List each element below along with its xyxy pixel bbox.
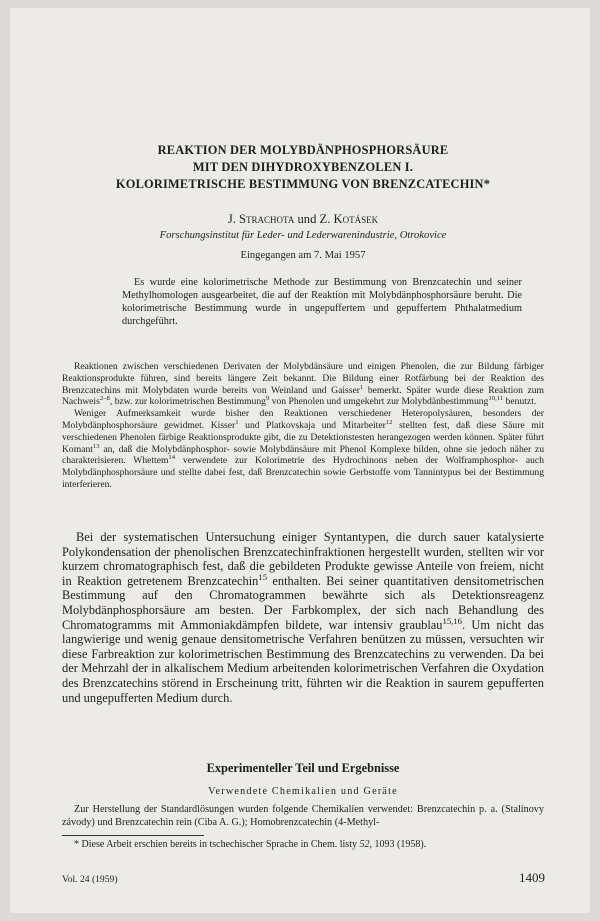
received-date: Eingegangen am 7. Mai 1957 — [240, 250, 366, 261]
reference-mark: 10,11 — [488, 395, 504, 403]
author-2-initial: Z. — [319, 212, 334, 226]
intro-paragraph-1: Reaktionen zwischen verschiedenen Derivaten der Molybdänsäure und einigen Phenolen, die zur Bildung färbiger Reaktionsprodukte führen, sind bereits längere Zeit bekannt. Die Bildung einer Rotfärbung bei der Reaktion des Brenzcatechins mit Molybdaten wurde bereits von Weinland und Gaisser$^1$ bemerkt. Später wurde diese Reaktion zum Nachweis$^{2-8}$, bzw. zur kolorimetrischen Bestimmung$^9$ von Phenolen und umgekehrt zur Molybdänbestimmung$^{10,11}$ benutzt. — [62, 361, 544, 408]
title-line-1: REAKTION DER MOLYBDÄNPHOSPHORSÄURE — [157, 143, 449, 157]
authors — [62, 212, 544, 227]
title-line-3: KOLORIMETRISCHE BESTIMMUNG VON BRENZCATECHIN* — [115, 177, 491, 191]
reference-mark: 9 — [265, 395, 270, 403]
footnote-volume: 52 — [359, 839, 370, 850]
footnote-divider — [62, 835, 204, 836]
affiliation: Forschungsinstitut für Leder- und Lederwarenindustrie, Otrokovice — [159, 230, 447, 241]
reference-mark: 15 — [258, 571, 268, 582]
reference-mark: 15,16 — [442, 615, 462, 626]
reference-mark: 13 — [92, 442, 100, 450]
footnote: * Diese Arbeit erschien bereits in tschechischer Sprache in Chem. listy 52, 1093 (1958). — [74, 839, 427, 850]
title-line-2: MIT DEN DIHYDROXYBENZOLEN I. — [192, 160, 414, 174]
abstract: Es wurde eine kolorimetrische Methode zur Bestimmung von Brenzcatechin und seiner Methylhomologen ausgearbeitet, die auf der Reaktion mit Molybdänphosphorsäure beruht. Die kolorimetrische Bestimmung wurde in ungepuffertem und gepuffertem Phthalatmedium durchgeführt. — [122, 277, 522, 327]
reference-mark: 12 — [385, 418, 393, 426]
page-number: 1409 — [519, 870, 545, 885]
reference-mark: 14 — [168, 454, 176, 462]
author-1-initial: J. — [227, 212, 240, 226]
body-paragraph: Bei der systematischen Untersuchung einiger Syntantypen, die durch sauer katalysierte Polykondensation der phenolischen Brenzcatechinfraktionen hergestellt wurden, stellten wir vor kurzem chromatographisch fest, daß die gebildeten Produkte gewisse Anteile von freiem, nicht in Reaktion getretenem Brenzcatechin$^{15}$ enthalten. Bei seiner quantitativen densitometrischen Bestimmung auf den Chromatogrammen bewährte sich als Detektionsreagenz Molybdänphosphorsäure am besten. Der Farbkomplex, der sich nach Behandlung des Chromatogramms mit Ammoniakdämpfen bildete, war intensiv graublau$^{15,16}$. Um nicht das langwierige und wenig genaue densitometrische Verfahren benützen zu müssen, versuchten wir diese Farbreaktion zur kolorimetrischen Bestimmung des Brenzcatechins zu verwenden. Da bei der Mehrzahl der in alkalischem Medium arbeitenden kolorimetrischen Verfahren die Oxydation des Brenzcatechins störend in Erscheinung tritt, führten wir die Reaktion in saurem gepufferten und ungepufferten Medium durch. — [62, 530, 544, 705]
intro-paragraph-2: Weniger Aufmerksamkeit wurde bisher den Reaktionen verschiedener Heteropolysäuren, besonders der Molybdänphosphorsäure gewidmet. Kisser$^1$ und Platkovskaja und Mitarbeiter$^{12}$ stellten fest, daß diese Säure mit verschiedenen Phenolen färbige Reaktionsprodukte gibt, die zu Detektionstesten herangezogen werden können. Später führt Komant$^{13}$ an, daß die Molybdänphosphor- sowie Molybdänsäure mit Phenol Komplexe bilden, ohne sie jedoch näher zu charakterisieren. Whettem$^{14}$ verwendete zur Kolorimetrie des Hydrochinons neben der Wolframphosphor- auch Molybdänphosphorsäure und stellte dabei fest, daß Brenzcatechin sowie Gerbstoffe vom Tannintypus bei der Bestimmung interferieren. — [62, 408, 544, 490]
materials-paragraph: Zur Herstellung der Standardlösungen wurden folgende Chemikalien verwendet: Brenzcatechin p. a. (Stalinovy závody) und Brenzcatechin rein (Ciba A. G.); Homobrenzcatechin (4-Methyl- — [62, 804, 544, 828]
reference-mark: 1 — [359, 383, 364, 391]
author-2-name: Kotásek — [333, 212, 379, 226]
reference-mark: 2–8 — [99, 395, 110, 403]
introduction — [62, 361, 544, 491]
page — [10, 8, 590, 913]
reference-mark: 1 — [235, 418, 239, 426]
author-conjunction: und — [294, 212, 320, 226]
article-title — [62, 142, 544, 193]
author-1-name: Strachota — [239, 212, 295, 226]
section-heading: Experimenteller Teil und Ergebnisse — [206, 761, 400, 775]
subsection-heading: Verwendete Chemikalien und Geräte — [208, 786, 398, 797]
journal-volume: Vol. 24 (1959) — [62, 874, 118, 885]
